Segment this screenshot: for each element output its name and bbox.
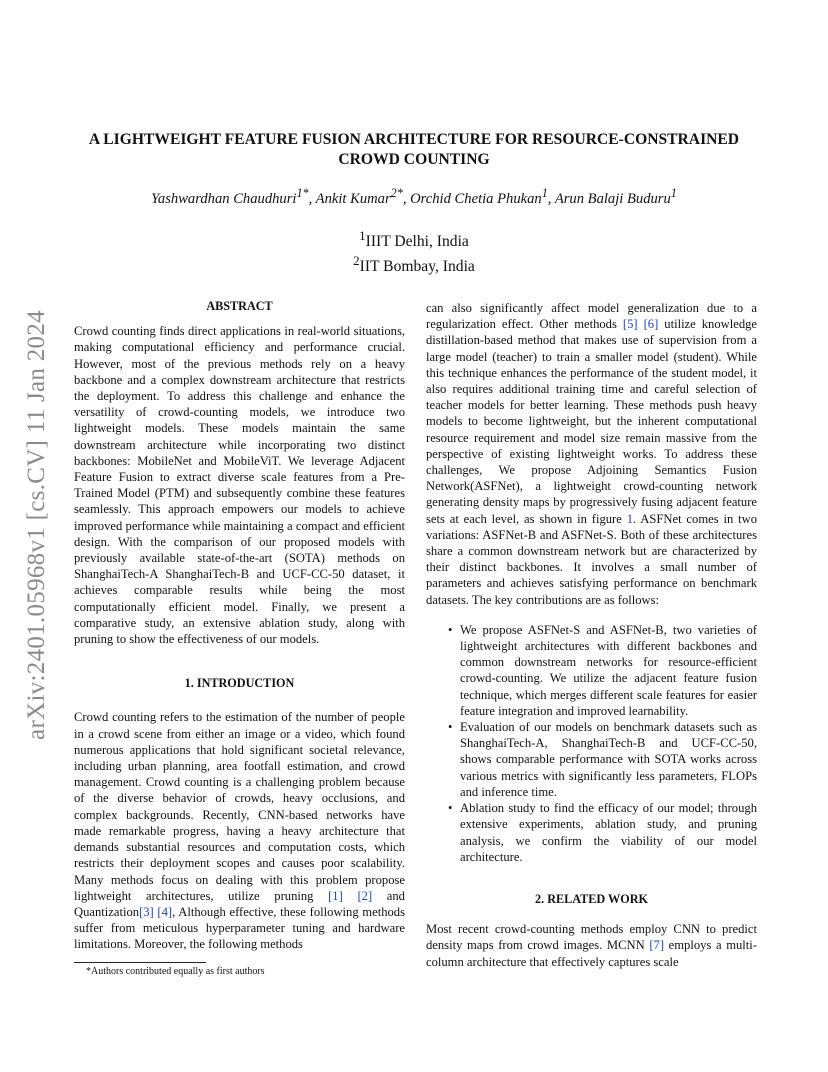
intro-continued-paragraph: can also significantly affect model generalization due to a regularization effect. Other methods [5] [6] utilize knowledge distillation-based method that makes use of supervision from a large model (teacher) to train a smaller model (student). While this technique enhances the performance of the student model, it also requires additional training time and careful selection of teacher models for better learning. These methods push heavy models to become lightweight, but the inherent computational resource requirement and model size remain massive from the perspective of existing lightweight works. To address these challenges, We propose Adjoining Semantics Fusion Network(ASFNet), a lightweight crowd-counting network generating density maps by progressively fusing adjacent feature sets at each level, as shown in figure 1. ASFNet comes in two variations: ASFNet-B and ASFNet-S. Both of these architectures share a common downstream network but are characterized by their distinct backbones. It involves a small number of parameters and achieves satisfying performance on benchmark datasets. The key contributions are as follows: <box>426 301 758 607</box>
footnote: *Authors contributed equally as first authors <box>86 966 265 977</box>
arxiv-stamp: arXiv:2401.05968v1 [cs.CV] 11 Jan 2024 <box>23 310 50 740</box>
abstract-heading: ABSTRACT <box>206 299 273 313</box>
citation-link[interactable]: [2] <box>357 888 373 903</box>
abstract-text: Crowd counting finds direct applications in real-world situations, making computational efficiency and performance crucial. However, most of the previous methods rely on a heavy backbone and a complex downstream architecture that restricts the deployment. To address this challenge and enhance the versatility of crowd-counting models, we introduce two lightweight models. These models maintain the same downstream architecture while incorporating two distinct backbones: MobileNet and MobileViT. We leverage Adjacent Feature Fusion to extract diverse scale features from a Pre-Trained Model (PTM) and subsequently combine these features seamlessly. This approach empowers our models to achieve improved performance while maintaining a compact and efficient design. With the comparison of our proposed models with previously available state-of-the-art (SOTA) methods on ShanghaiTech-A ShanghaiTech-B and UCF-CC-50 dataset, it achieves comparable results while being the most computationally efficient model. Finally, we present a comparative study, an extensive ablation study, along with pruning to show the effectiveness of our models. <box>74 324 405 647</box>
figure-link[interactable]: 1 <box>626 511 633 526</box>
left-column <box>74 298 405 953</box>
affiliation: $^2$IIT Bombay, India <box>353 253 475 276</box>
footnote-rule <box>74 962 206 963</box>
title-line-1: A LIGHTWEIGHT FEATURE FUSION ARCHITECTURE FOR RESOURCE-CONSTRAINED <box>88 131 740 148</box>
author: Ankit Kumar$^{2*}$, <box>315 186 411 207</box>
citation-link[interactable]: [3] <box>139 904 154 919</box>
affiliation: $^1$IIIT Delhi, India <box>359 228 469 251</box>
author-list <box>60 186 768 208</box>
author: Orchid Chetia Phukan$^1$, <box>410 186 555 207</box>
contribution-list <box>426 622 757 865</box>
citation-link[interactable]: [1] <box>328 888 343 903</box>
list-item: • We propose ASFNet-S and ASFNet-B, two varieties of lightweight architectures with different backbones and common downstream networks for resource-efficient crowd-counting. We utilize the adjacent feature fusion technique, which merges different scale features for easier feature integration and improved learnability. <box>460 622 757 719</box>
related-work-paragraph: Most recent crowd-counting methods employ CNN to predict density maps from crowd images. MCNN [7] employs a multi-column architecture that effectively captures scale <box>426 922 757 969</box>
citation-link[interactable]: [7] <box>649 938 665 953</box>
list-item: • Ablation study to find the efficacy of our model; through extensive experiments, ablation study, and pruning analysis, we confirm the viability of our model architecture. <box>460 800 757 865</box>
author: Yashwardhan Chaudhuri$^{1*}$, <box>151 186 316 207</box>
introduction-paragraph: Crowd counting refers to the estimation of the number of people in a crowd scene from either an image or a video, which found numerous applications that hold significant societal relevance, including urban planning, area footfall estimation, and crowd management. Crowd counting is a challenging problem because of the diverse behavior of crowds, heavy occlusions, and complex backgrounds. Recently, CNN-based networks have made remarkable progress, having a heavy architecture that demands substantial resources and computation costs, which restricts their deployment scopes and causes poor scalability. Many methods focus on dealing with this problem propose lightweight architectures, utilize pruning [1] [2] and Quantization[3] [4], Although effective, these following methods suffer from meticulous hyperparameter tuning and hardware limitations. Moreover, the following methods <box>74 710 405 952</box>
introduction-heading: 1. INTRODUCTION <box>184 676 295 691</box>
related-work-heading: 2. RELATED WORK <box>535 891 648 906</box>
title-line-2: CROWD COUNTING <box>338 151 490 168</box>
author: Arun Balaji Buduru$^1$ <box>554 186 677 207</box>
citation-link[interactable]: [6] <box>643 317 659 332</box>
citation-link[interactable]: [4] <box>157 904 173 919</box>
list-item: • Evaluation of our models on benchmark datasets such as ShanghaiTech-A, ShanghaiTech-B and UCF-CC-50, shows comparable performance with SOTA works across various metrics with significantly less parameters, FLOPs and inference time. <box>460 719 757 800</box>
right-column <box>426 300 757 970</box>
citation-link[interactable]: [5] <box>622 317 638 332</box>
affiliations <box>60 226 768 276</box>
paper-title <box>60 130 768 170</box>
